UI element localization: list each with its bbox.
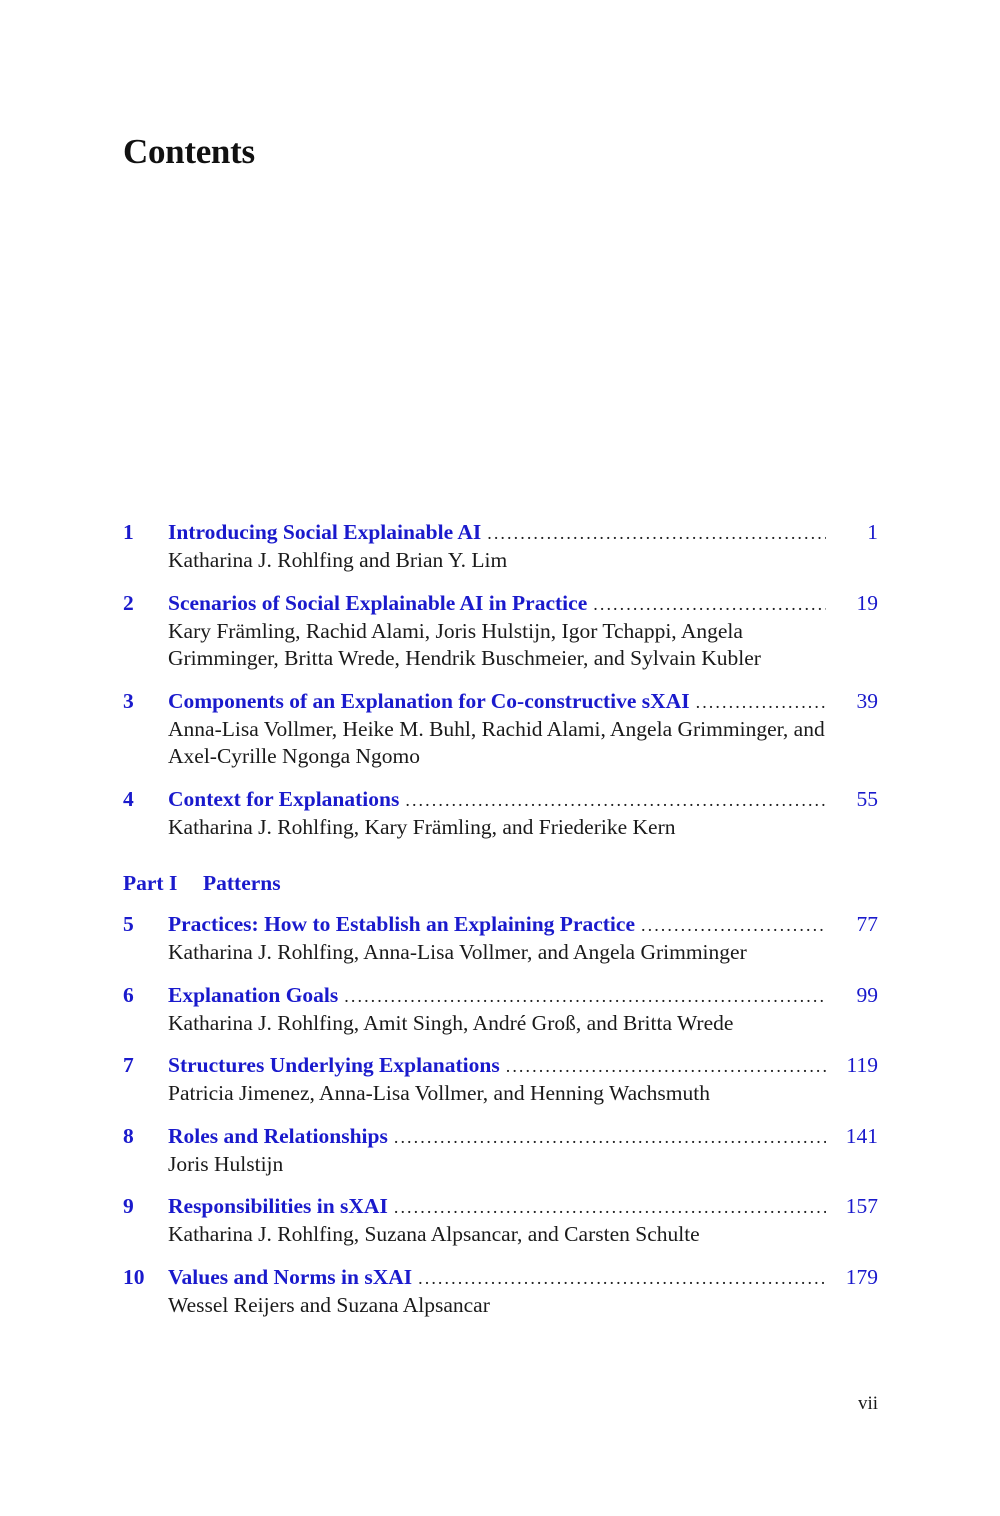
chapter-number[interactable]: 6: [123, 982, 134, 1007]
toc-entry-5: [123, 909, 878, 967]
chapter-authors: Katharina J. Rohlfing, Suzana Alpsancar, and Carsten Schulte: [168, 1222, 700, 1246]
table-of-contents: [123, 517, 878, 1332]
toc-entry-4: [123, 784, 878, 842]
chapter-authors: Kary Främling, Rachid Alami, Joris Hulstijn, Igor Tchappi, Angela Grimminger, Britta Wrede, Hendrik Buschmeier, and Sylvain Kubler: [168, 618, 761, 670]
chapter-number[interactable]: 4: [123, 786, 134, 811]
page-number-link[interactable]: 55: [856, 786, 878, 811]
chapter-authors: Katharina J. Rohlfing, Kary Främling, and Friederike Kern: [168, 814, 676, 839]
chapter-authors: Katharina J. Rohlfing and Brian Y. Lim: [168, 548, 508, 572]
dot-leader: [487, 518, 826, 548]
chapter-authors: Katharina J. Rohlfing, Anna-Lisa Vollmer, and Angela Grimminger: [168, 940, 747, 964]
chapter-number[interactable]: 5: [123, 912, 134, 936]
chapter-number[interactable]: 2: [123, 590, 134, 615]
toc-entry-2: [123, 588, 878, 673]
page-number-link[interactable]: 77: [856, 912, 878, 936]
chapter-authors: Katharina J. Rohlfing, Amit Singh, André Groß, and Britta Wrede: [168, 1010, 734, 1035]
part-heading[interactable]: [123, 868, 878, 898]
dot-leader: [506, 1051, 826, 1081]
chapter-title-link[interactable]: Scenarios of Social Explainable AI in Practice: [168, 590, 588, 615]
chapter-title-link[interactable]: Explanation Goals: [168, 982, 339, 1007]
chapter-number[interactable]: 9: [123, 1194, 134, 1218]
page-number-link[interactable]: 39: [856, 688, 878, 713]
page-number-link[interactable]: 119: [846, 1053, 878, 1077]
page-number-link[interactable]: 157: [845, 1194, 878, 1218]
page-folio: vii: [857, 1393, 878, 1414]
dot-leader: [641, 910, 826, 940]
chapter-title-link[interactable]: Introducing Social Explainable AI: [168, 520, 482, 544]
chapter-title-link[interactable]: Responsibilities in sXAI: [168, 1194, 388, 1218]
dot-leader: [394, 1192, 826, 1222]
toc-entry-7: [123, 1050, 878, 1108]
chapter-title-link[interactable]: Values and Norms in sXAI: [168, 1264, 413, 1289]
chapter-number[interactable]: 8: [123, 1123, 134, 1148]
toc-entry-9: [123, 1191, 878, 1249]
chapter-authors: Wessel Reijers and Suzana Alpsancar: [168, 1292, 490, 1317]
page-number-link[interactable]: 1: [867, 520, 878, 544]
dot-leader: [593, 589, 826, 619]
chapter-authors: Joris Hulstijn: [168, 1151, 284, 1176]
part-title: Patterns: [203, 871, 281, 895]
page-title: Contents: [123, 132, 255, 171]
chapter-number[interactable]: 10: [123, 1264, 145, 1289]
chapter-number[interactable]: 1: [123, 520, 134, 544]
toc-entry-8: [123, 1121, 878, 1179]
dot-leader: [344, 981, 826, 1011]
page-number-link[interactable]: 19: [856, 590, 878, 615]
toc-entry-6: [123, 980, 878, 1038]
dot-leader: [405, 785, 826, 815]
chapter-authors: Patricia Jimenez, Anna-Lisa Vollmer, and Henning Wachsmuth: [168, 1081, 710, 1105]
chapter-number[interactable]: 7: [123, 1053, 134, 1077]
part-label: Part I: [123, 871, 178, 895]
chapter-title-link[interactable]: Practices: How to Establish an Explaining Practice: [168, 912, 635, 936]
dot-leader: [696, 687, 826, 717]
page-number-link[interactable]: 179: [845, 1264, 878, 1289]
chapter-title-link[interactable]: Roles and Relationships: [168, 1123, 388, 1148]
chapter-title-link[interactable]: Structures Underlying Explanations: [168, 1053, 500, 1077]
dot-leader: [418, 1263, 826, 1293]
page-number-link[interactable]: 141: [845, 1123, 878, 1148]
toc-entry-1: [123, 517, 878, 575]
chapter-title-link[interactable]: Components of an Explanation for Co-constructive sXAI: [168, 688, 690, 713]
dot-leader: [394, 1122, 826, 1152]
chapter-number[interactable]: 3: [123, 688, 134, 713]
toc-entry-3: [123, 686, 878, 771]
chapter-authors: Anna-Lisa Vollmer, Heike M. Buhl, Rachid Alami, Angela Grimminger, and Axel-Cyrille Ngonga Ngomo: [168, 716, 825, 768]
toc-entry-10: [123, 1262, 878, 1320]
page-number-link[interactable]: 99: [856, 982, 878, 1007]
chapter-title-link[interactable]: Context for Explanations: [168, 786, 400, 811]
